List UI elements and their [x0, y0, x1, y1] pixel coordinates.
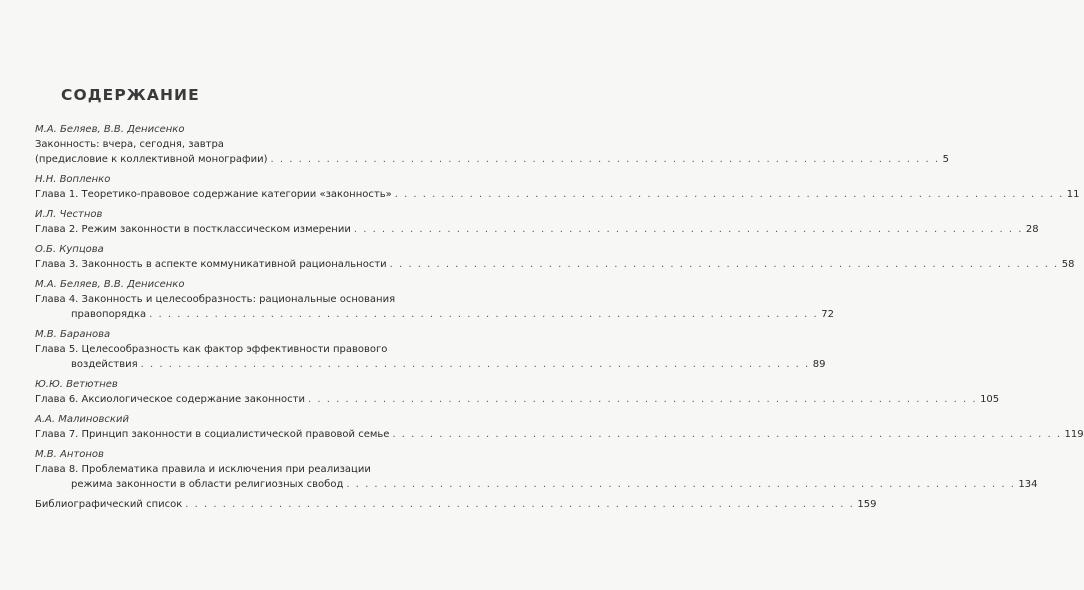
entry-title-line: [35, 462, 425, 477]
entry-title-text: Глава 2. Режим законности в постклассическом измерении: [35, 224, 351, 235]
entry-title-text: Глава 5. Целесообразность как фактор эффективности правового: [35, 344, 388, 355]
entry-title-text: Глава 1. Теоретико-правовое содержание категории «законность»: [35, 189, 392, 200]
toc-entry: [35, 172, 1080, 202]
page-number: 89: [812, 359, 826, 370]
entry-title-last-line: [35, 187, 1080, 202]
dot-leader: . . . . . . . . . . . . . . . . . . . . . . . . . . . . . . . . . . . . . . . . . . . . . . . . . . . . . . . . . . . . . . . . . . . . . . . .: [389, 259, 1059, 270]
contents-heading: СОДЕРЖАНИЕ: [61, 86, 200, 104]
page-number: 11: [1066, 189, 1080, 200]
toc-entry: [35, 277, 834, 322]
entry-title-last-line: [35, 497, 877, 512]
entry-title-last-line: [35, 257, 1075, 272]
toc-entry: [35, 327, 826, 372]
dot-leader: . . . . . . . . . . . . . . . . . . . . . . . . . . . . . . . . . . . . . . . . . . . . . . . . . . . . . . . . . . . . . . . . . . . . . . . .: [353, 224, 1023, 235]
entry-title-text: Глава 7. Принцип законности в социалистической правовой семье: [35, 429, 390, 440]
entry-title-text: Глава 6. Аксиологическое содержание законности: [35, 394, 305, 405]
entry-title-text: Библиографический список: [35, 499, 183, 510]
page-number: 119: [1064, 429, 1084, 440]
entry-author: И.Л. Честнов: [35, 209, 103, 220]
toc-entry: [35, 412, 1084, 442]
entry-title-text: воздействия: [71, 359, 138, 370]
page-number: 134: [1018, 479, 1038, 490]
entry-title-text: (предисловие к коллективной монографии): [35, 154, 268, 165]
entry-author: М.В. Антонов: [35, 449, 104, 460]
dot-leader: . . . . . . . . . . . . . . . . . . . . . . . . . . . . . . . . . . . . . . . . . . . . . . . . . . . . . . . . . . . . . . . . . . . . . . . .: [185, 499, 855, 510]
entry-title-line: [35, 292, 425, 307]
entry-title-last-line: [35, 307, 834, 322]
entry-title-text: Глава 4. Законность и целесообразность: рациональные основания: [35, 294, 396, 305]
entry-title-line: [35, 137, 425, 152]
entry-title-last-line: [35, 222, 1039, 237]
entry-title-line: [35, 342, 425, 357]
entry-title-last-line: [35, 427, 1084, 442]
dot-leader: . . . . . . . . . . . . . . . . . . . . . . . . . . . . . . . . . . . . . . . . . . . . . . . . . . . . . . . . . . . . . . . . . . . . . . . .: [270, 154, 940, 165]
page-number: 28: [1025, 224, 1039, 235]
page-number: 72: [821, 309, 834, 320]
entry-title-last-line: [35, 357, 826, 372]
page-number: 58: [1061, 259, 1075, 270]
toc-entry: [35, 497, 877, 512]
page-number: 5: [942, 154, 949, 165]
dot-leader: . . . . . . . . . . . . . . . . . . . . . . . . . . . . . . . . . . . . . . . . . . . . . . . . . . . . . . . . . . . . . . . . . . . . . . . .: [308, 394, 978, 405]
entry-author: Ю.Ю. Ветютнев: [35, 379, 118, 390]
entry-title-last-line: [35, 477, 1038, 492]
entry-title-text: Глава 3. Законность в аспекте коммуникативной рациональности: [35, 259, 387, 270]
page-number: 159: [857, 499, 877, 510]
entry-author: М.В. Баранова: [35, 329, 111, 340]
toc-entry: [35, 377, 1000, 407]
entry-title-text: правопорядка: [71, 309, 147, 320]
entry-title-last-line: [35, 392, 1000, 407]
entry-title-last-line: [35, 152, 949, 167]
entry-author: О.Б. Купцова: [35, 244, 104, 255]
page-number: 105: [980, 394, 1000, 405]
entry-author: М.А. Беляев, В.В. Денисенко: [35, 279, 185, 290]
entry-author: М.А. Беляев, В.В. Денисенко: [35, 124, 185, 135]
dot-leader: . . . . . . . . . . . . . . . . . . . . . . . . . . . . . . . . . . . . . . . . . . . . . . . . . . . . . . . . . . . . . . . . . . . . . . . .: [394, 189, 1064, 200]
toc-entry: [35, 447, 1038, 492]
entry-author: Н.Н. Вопленко: [35, 174, 111, 185]
entry-title-text: Законность: вчера, сегодня, завтра: [35, 139, 224, 150]
entry-title-text: Глава 8. Проблематика правила и исключения при реализации: [35, 464, 371, 475]
entry-author: А.А. Малиновский: [35, 414, 129, 425]
entry-title-text: режима законности в области религиозных свобод: [71, 479, 344, 490]
dot-leader: . . . . . . . . . . . . . . . . . . . . . . . . . . . . . . . . . . . . . . . . . . . . . . . . . . . . . . . . . . . . . . . . . . . . . . . .: [149, 309, 819, 320]
dot-leader: . . . . . . . . . . . . . . . . . . . . . . . . . . . . . . . . . . . . . . . . . . . . . . . . . . . . . . . . . . . . . . . . . . . . . . . .: [346, 479, 1016, 490]
dot-leader: . . . . . . . . . . . . . . . . . . . . . . . . . . . . . . . . . . . . . . . . . . . . . . . . . . . . . . . . . . . . . . . . . . . . . . . .: [140, 359, 810, 370]
toc-entry: [35, 242, 1075, 272]
toc-entry: [35, 122, 949, 167]
table-of-contents: [35, 122, 1084, 517]
toc-entry: [35, 207, 1039, 237]
dot-leader: . . . . . . . . . . . . . . . . . . . . . . . . . . . . . . . . . . . . . . . . . . . . . . . . . . . . . . . . . . . . . . . . . . . . . . . .: [392, 429, 1062, 440]
